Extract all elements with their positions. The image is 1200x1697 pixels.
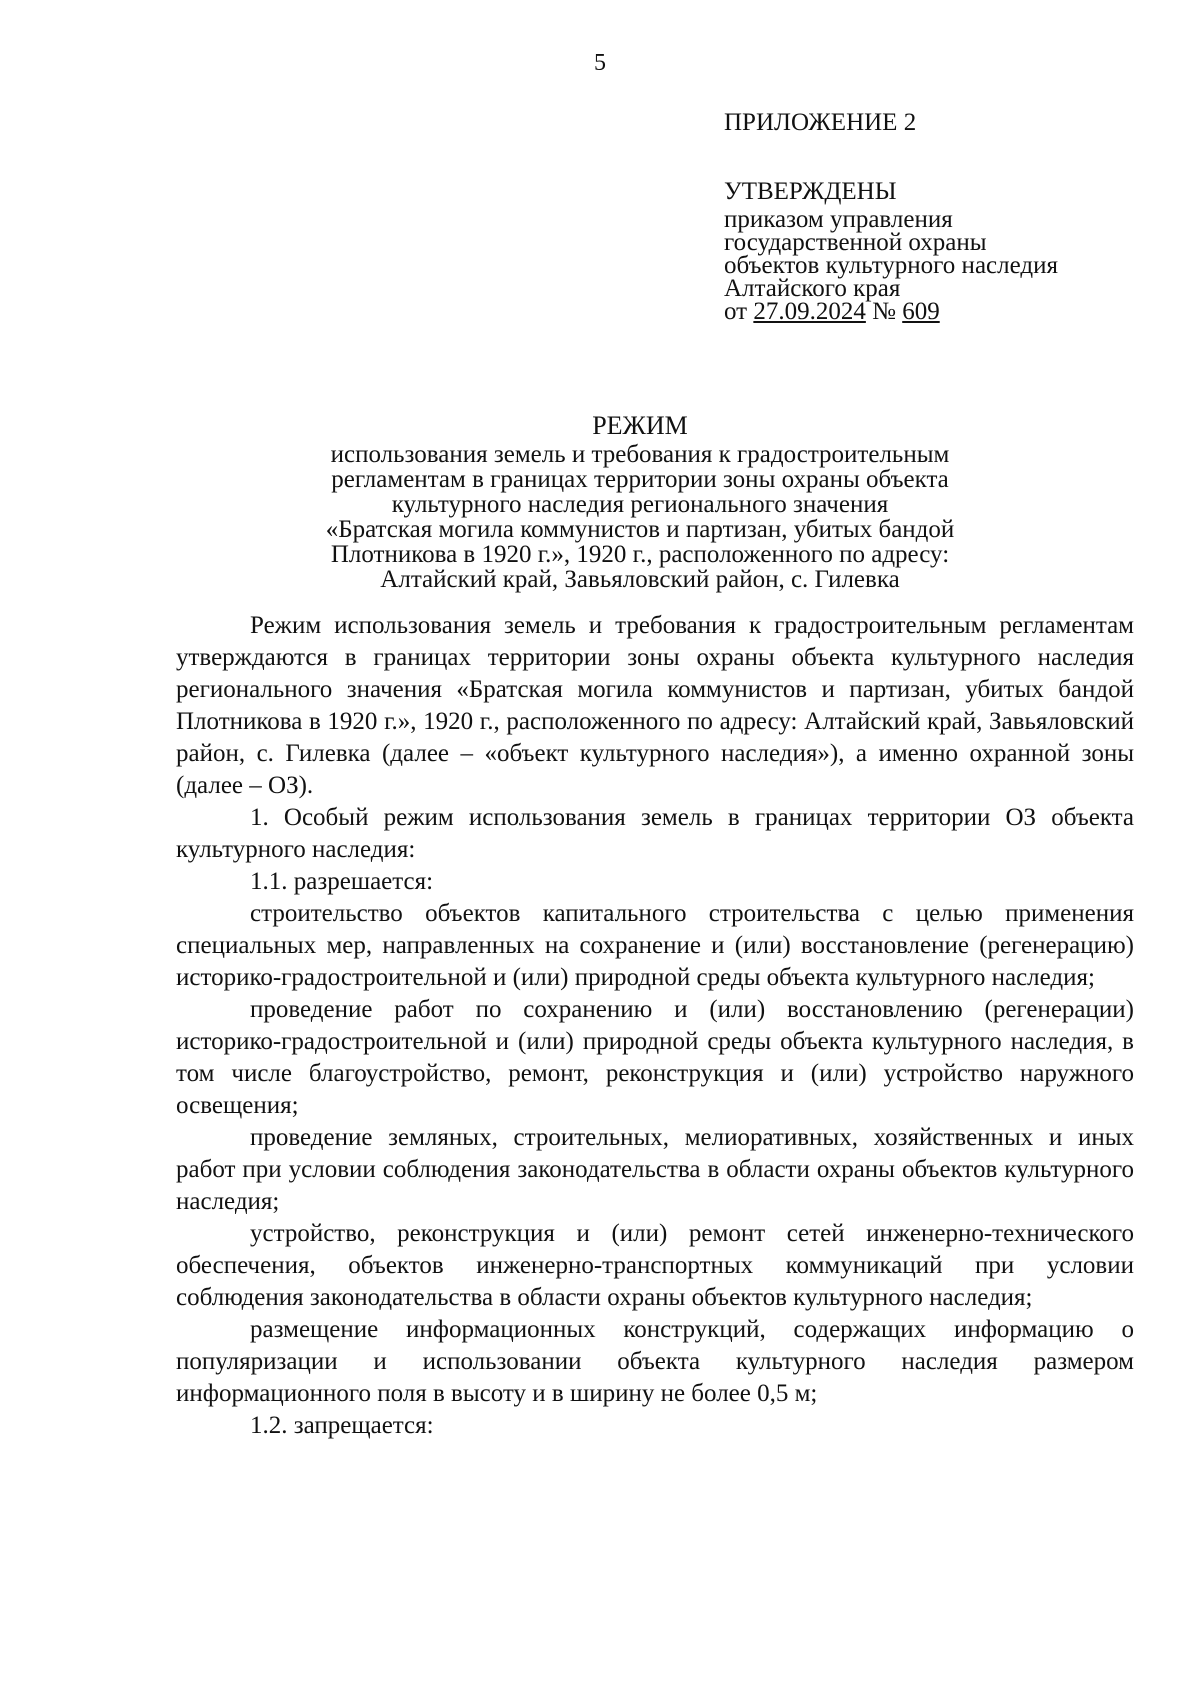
- approved-label: УТВЕРЖДЕНЫ: [724, 178, 897, 205]
- page-number: 5: [594, 50, 606, 76]
- title-heading: РЕЖИМ: [592, 411, 688, 440]
- date-prefix: от: [724, 298, 748, 325]
- title-line: использования земель и требования к градостроительным: [330, 441, 950, 468]
- title-line: Алтайский край, Завьяловский район, с. Гилевка: [380, 566, 900, 593]
- approval-line: объектов культурного наследия: [724, 252, 1058, 279]
- title-line: регламентам в границах территории зоны охраны объекта: [331, 466, 949, 493]
- body-paragraph: проведение работ по сохранению и (или) восстановлению (регенерации) историко-градостроительной и (или) природной среды объекта культурного наследия, в том числе благоустройство, ремонт, реконструкция и (или) устройство наружного освещения;: [176, 996, 1134, 1119]
- document-body: [176, 610, 1134, 1442]
- document-title: [180, 412, 1100, 592]
- approval-block: [724, 108, 1184, 323]
- order-number: 609: [902, 298, 940, 325]
- approval-line: государственной охраны: [724, 229, 987, 256]
- title-line: «Братская могила коммунистов и партизан, убитых бандой: [325, 516, 955, 543]
- body-paragraph: 1. Особый режим использования земель в границах территории ОЗ объекта культурного наследия:: [176, 804, 1134, 863]
- body-paragraph: 1.1. разрешается:: [250, 868, 434, 895]
- body-paragraph: размещение информационных конструкций, содержащих информацию о популяризации и использовании объекта культурного наследия размером информационного поля в высоту и в ширину не более 0,5 м;: [176, 1316, 1134, 1407]
- title-line: культурного наследия регионального значения: [391, 491, 889, 518]
- body-paragraph: строительство объектов капитального строительства с целью применения специальных мер, направленных на сохранение и (или) восстановление (регенерацию) историко-градостроительной и (или) природной среды объекта культурного наследия;: [176, 900, 1134, 991]
- approval-date-line: [724, 300, 1184, 323]
- appendix-label: ПРИЛОЖЕНИЕ 2: [724, 109, 917, 136]
- body-paragraph: проведение земляных, строительных, мелиоративных, хозяйственных и иных работ при условии соблюдения законодательства в области охраны объектов культурного наследия;: [176, 1124, 1134, 1215]
- body-paragraph: Режим использования земель и требования к градостроительным регламентам утверждаются в границах территории зоны охраны объекта культурного наследия регионального значения «Братская могила коммунистов и партизан, убитых бандой Плотникова в 1920 г.», 1920 г., расположенного по адресу: Алтайский край, Завьяловский район, с. Гилевка (далее – «объект культурного наследия»), а именно охранной зоны (далее – ОЗ).: [176, 612, 1134, 799]
- body-paragraph: устройство, реконструкция и (или) ремонт сетей инженерно-технического обеспечения, объектов инженерно-транспортных коммуникаций при условии соблюдения законодательства в области охраны объектов культурного наследия;: [176, 1220, 1134, 1311]
- number-sign: №: [872, 298, 896, 325]
- body-paragraph: 1.2. запрещается:: [250, 1412, 434, 1439]
- approval-line: Алтайского края: [724, 275, 901, 302]
- approval-line: приказом управления: [724, 206, 953, 233]
- order-date: 27.09.2024: [753, 298, 866, 325]
- title-line: Плотникова в 1920 г.», 1920 г., расположенного по адресу:: [330, 541, 950, 568]
